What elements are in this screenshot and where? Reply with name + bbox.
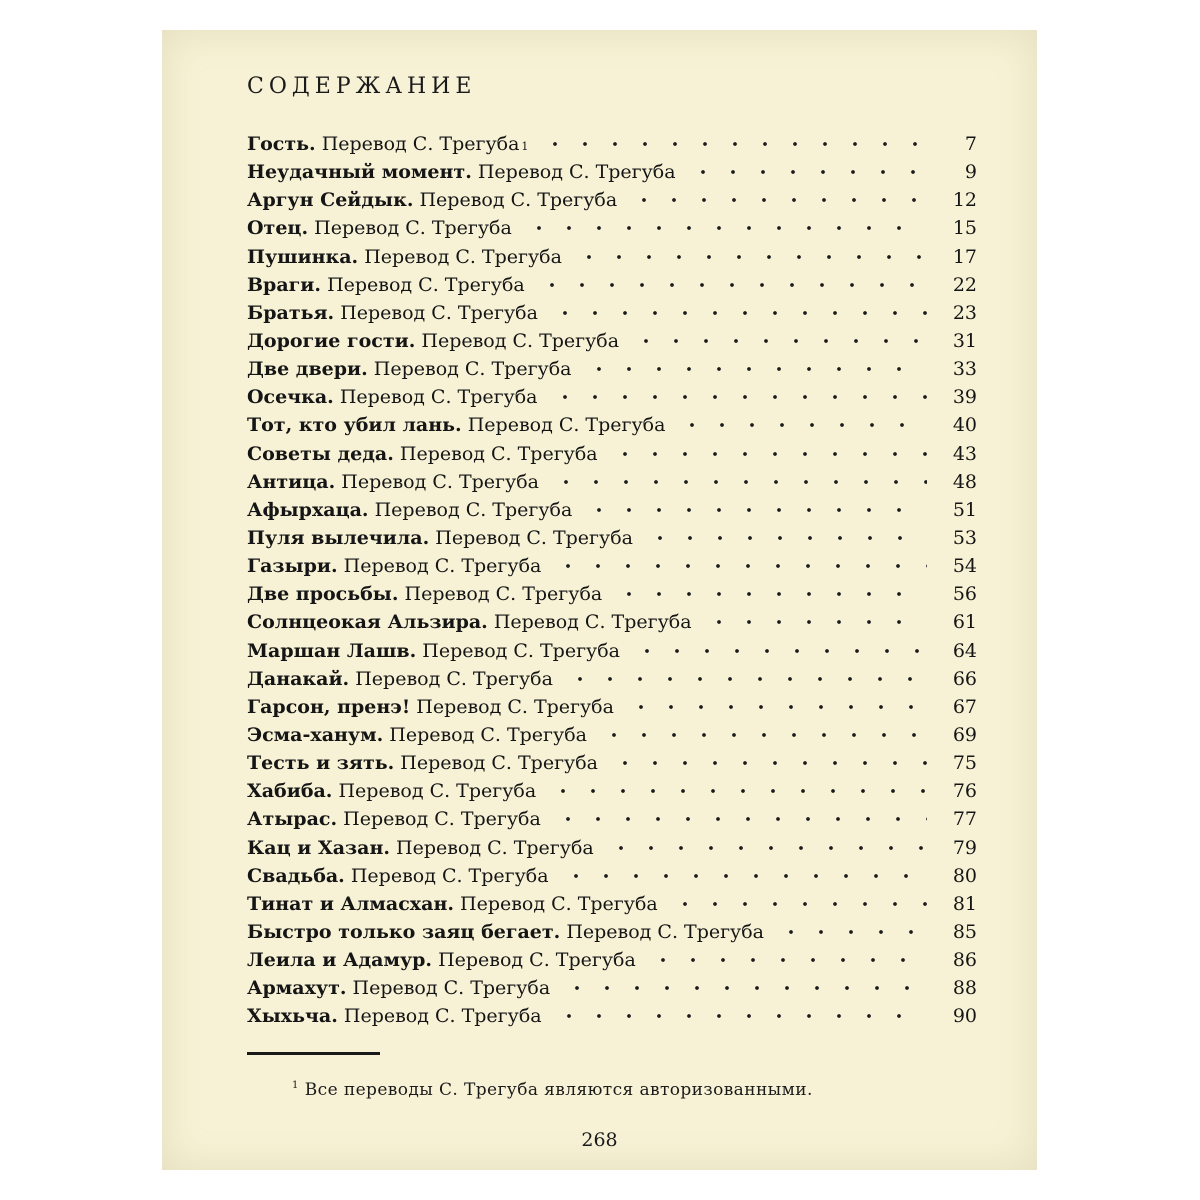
entry-translation: Перевод С. Трегуба xyxy=(477,161,676,184)
entry-title: Тинат и Алмасхан. xyxy=(247,892,454,915)
dot-leader xyxy=(522,226,927,230)
dot-leader xyxy=(702,620,927,624)
entry-page-number: 67 xyxy=(952,695,977,718)
entry-title: Две просьбы. xyxy=(247,583,399,606)
dot-leader xyxy=(549,480,927,484)
toc-entry xyxy=(247,724,977,752)
entry-title: Пушинка. xyxy=(247,245,359,268)
entry-translation: Перевод С. Трегуба xyxy=(389,723,587,746)
entry-page-number: 79 xyxy=(952,836,977,859)
entry-page-number: 22 xyxy=(952,273,977,296)
entry-translation: Перевод С. Трегуба xyxy=(467,414,666,437)
toc-entry xyxy=(247,893,977,921)
entry-page-number: 81 xyxy=(952,892,977,915)
entry-title: Леила и Адамур. xyxy=(247,949,433,972)
entry-page-number: 61 xyxy=(952,611,977,634)
dot-leader xyxy=(552,1014,927,1018)
book-page xyxy=(162,30,1037,1170)
entry-translation: Перевод С. Трегуба xyxy=(373,358,572,381)
entry-page-number: 48 xyxy=(952,470,977,493)
entry-translation: Перевод С. Трегуба xyxy=(338,780,537,803)
entry-title: Газыри. xyxy=(247,555,338,578)
entry-title: Тот, кто убил лань. xyxy=(247,414,462,437)
entry-translation: Перевод С. Трегуба xyxy=(416,695,614,718)
entry-translation: Перевод С. Трегуба xyxy=(364,245,562,268)
entry-title: Гость. xyxy=(247,133,316,155)
entry-title: Враги. xyxy=(247,273,322,296)
entry-page-number: 51 xyxy=(952,498,977,521)
toc-entry xyxy=(247,330,977,358)
entry-page-number: 56 xyxy=(952,583,977,606)
toc-entry xyxy=(247,274,977,302)
dot-leader xyxy=(582,367,928,371)
toc-entry xyxy=(247,865,977,893)
entry-page-number: 86 xyxy=(952,949,977,972)
footnote xyxy=(292,1080,813,1100)
entry-page-number: 76 xyxy=(952,780,977,803)
toc-entry xyxy=(247,949,977,977)
entry-translation: Перевод С. Трегуба xyxy=(566,920,765,943)
entry-translation: Перевод С. Трегуба xyxy=(399,442,598,465)
entry-translation: Перевод С. Трегуба xyxy=(321,133,520,155)
toc-entry xyxy=(247,527,977,555)
dot-leader xyxy=(563,677,927,681)
toc-entry xyxy=(247,1005,977,1033)
entry-translation: Перевод С. Трегуба xyxy=(400,752,598,775)
dot-leader xyxy=(643,536,927,540)
entry-translation: Перевод С. Трегуба xyxy=(339,386,538,409)
entry-title: Атырас. xyxy=(247,808,338,831)
toc-entry xyxy=(247,414,977,442)
toc-entry xyxy=(247,246,977,274)
dot-leader xyxy=(551,564,927,568)
dot-leader xyxy=(630,649,927,653)
entry-title: Пуля вылечила. xyxy=(247,526,430,549)
entry-title: Армахут. xyxy=(247,977,347,1000)
dot-leader xyxy=(548,395,927,399)
dot-leader xyxy=(538,142,927,146)
entry-translation: Перевод С. Трегуба xyxy=(460,892,658,915)
entry-title: Хыхьча. xyxy=(247,1005,338,1028)
entry-translation: Перевод С. Трегуба xyxy=(493,611,692,634)
entry-page-number: 69 xyxy=(952,723,977,746)
entry-page-number: 43 xyxy=(952,442,977,465)
entry-page-number: 33 xyxy=(952,358,977,381)
contents-heading: СОДЕРЖАНИЕ xyxy=(247,74,477,99)
toc-entry xyxy=(247,583,977,611)
entry-title: Тесть и зять. xyxy=(247,752,395,775)
dot-leader xyxy=(604,846,927,850)
dot-leader xyxy=(627,198,927,202)
dot-leader xyxy=(535,283,927,287)
entry-translation: Перевод С. Трегуба xyxy=(314,217,512,240)
entry-page-number: 9 xyxy=(964,161,977,184)
footnote-mark: 1 xyxy=(292,1080,299,1092)
toc-entry xyxy=(247,752,977,780)
toc-entry xyxy=(247,555,977,583)
entry-translation: Перевод С. Трегуба xyxy=(421,329,620,352)
dot-leader xyxy=(597,733,927,737)
entry-page-number: 90 xyxy=(952,1005,977,1028)
entry-title: Осечка. xyxy=(247,386,334,409)
entry-page-number: 40 xyxy=(952,414,977,437)
toc-entry xyxy=(247,696,977,724)
dot-leader xyxy=(608,761,927,765)
entry-page-number: 66 xyxy=(952,667,977,690)
entry-title: Аргун Сейдык. xyxy=(247,189,414,212)
footnote-rule xyxy=(247,1052,380,1055)
entry-title: Афырхаца. xyxy=(247,498,369,521)
entry-translation: Перевод С. Трегуба xyxy=(404,583,603,606)
entry-translation: Перевод С. Трегуба xyxy=(350,864,549,887)
dot-leader xyxy=(582,508,927,512)
toc-entry xyxy=(247,668,977,696)
entry-page-number: 64 xyxy=(952,639,977,662)
entry-translation: Перевод С. Трегуба xyxy=(435,526,633,549)
entry-translation: Перевод С. Трегуба xyxy=(327,273,525,296)
entry-page-number: 39 xyxy=(952,386,977,409)
entry-title: Данакай. xyxy=(247,667,350,690)
entry-translation: Перевод С. Трегуба xyxy=(352,977,551,1000)
toc-entry xyxy=(247,499,977,527)
toc-entry xyxy=(247,358,977,386)
toc-entry xyxy=(247,217,977,245)
entry-page-number: 53 xyxy=(952,526,977,549)
toc-entry xyxy=(247,808,977,836)
entry-page-number: 12 xyxy=(952,189,977,212)
footnote-text: Все переводы С. Трегуба являются авторизованными. xyxy=(304,1080,813,1100)
entry-title: Советы деда. xyxy=(247,442,394,465)
toc-entry xyxy=(247,977,977,1005)
entry-title: Эсма-ханум. xyxy=(247,723,384,746)
entry-footnote-mark: 1 xyxy=(521,140,529,153)
entry-title: Две двери. xyxy=(247,358,368,381)
dot-leader xyxy=(612,592,927,596)
entry-title: Свадьба. xyxy=(247,864,345,887)
toc-entry xyxy=(247,780,977,808)
entry-title: Братья. xyxy=(247,301,335,324)
toc-entry xyxy=(247,443,977,471)
dot-leader xyxy=(572,255,927,259)
dot-leader xyxy=(675,423,927,427)
dot-leader xyxy=(560,986,927,990)
entry-page-number: 15 xyxy=(952,217,977,240)
table-of-contents xyxy=(247,133,977,1034)
toc-entry xyxy=(247,611,977,639)
entry-translation: Перевод С. Трегуба xyxy=(422,639,620,662)
toc-entry xyxy=(247,386,977,414)
entry-page-number: 80 xyxy=(952,864,977,887)
entry-translation: Перевод С. Трегуба xyxy=(340,301,538,324)
dot-leader xyxy=(686,170,927,174)
entry-translation: Перевод С. Трегуба xyxy=(341,470,539,493)
toc-entry xyxy=(247,837,977,865)
dot-leader xyxy=(629,339,927,343)
toc-entry xyxy=(247,640,977,668)
entry-translation: Перевод С. Трегуба xyxy=(343,555,542,578)
toc-entry xyxy=(247,189,977,217)
entry-page-number: 17 xyxy=(952,245,977,268)
entry-translation: Перевод С. Трегуба xyxy=(396,836,594,859)
dot-leader xyxy=(624,705,927,709)
entry-page-number: 75 xyxy=(952,752,977,775)
entry-translation: Перевод С. Трегуба xyxy=(343,808,541,831)
toc-entry xyxy=(247,133,977,161)
entry-page-number: 31 xyxy=(952,329,977,352)
entry-translation: Перевод С. Трегуба xyxy=(355,667,553,690)
entry-page-number: 88 xyxy=(952,977,977,1000)
toc-entry xyxy=(247,302,977,330)
entry-title: Солнцеокая Альзира. xyxy=(247,611,488,634)
entry-translation: Перевод С. Трегуба xyxy=(419,189,618,212)
entry-title: Неудачный момент. xyxy=(247,161,472,184)
entry-title: Хабиба. xyxy=(247,780,333,803)
toc-entry xyxy=(247,471,977,499)
dot-leader xyxy=(551,817,927,821)
entry-title: Быстро только заяц бегает. xyxy=(247,920,561,943)
dot-leader xyxy=(559,874,927,878)
entry-title: Отец. xyxy=(247,217,309,240)
dot-leader xyxy=(668,902,927,906)
entry-page-number: 23 xyxy=(952,301,977,324)
entry-title: Гарсон, пренэ! xyxy=(247,695,411,718)
entry-title: Кац и Хазан. xyxy=(247,836,390,859)
page-number: 268 xyxy=(581,1129,618,1151)
dot-leader xyxy=(608,452,927,456)
entry-title: Дорогие гости. xyxy=(247,329,416,352)
toc-entry xyxy=(247,161,977,189)
dot-leader xyxy=(774,930,927,934)
entry-translation: Перевод С. Трегуба xyxy=(343,1005,542,1028)
dot-leader xyxy=(548,311,927,315)
entry-page-number: 54 xyxy=(952,555,977,578)
entry-title: Антица. xyxy=(247,470,336,493)
dot-leader xyxy=(646,958,927,962)
toc-entry xyxy=(247,921,977,949)
dot-leader xyxy=(546,789,927,793)
entry-page-number: 7 xyxy=(964,133,977,155)
entry-page-number: 77 xyxy=(952,808,977,831)
entry-page-number: 85 xyxy=(952,920,977,943)
entry-translation: Перевод С. Трегуба xyxy=(374,498,573,521)
entry-translation: Перевод С. Трегуба xyxy=(438,949,636,972)
entry-title: Маршан Лашв. xyxy=(247,639,417,662)
